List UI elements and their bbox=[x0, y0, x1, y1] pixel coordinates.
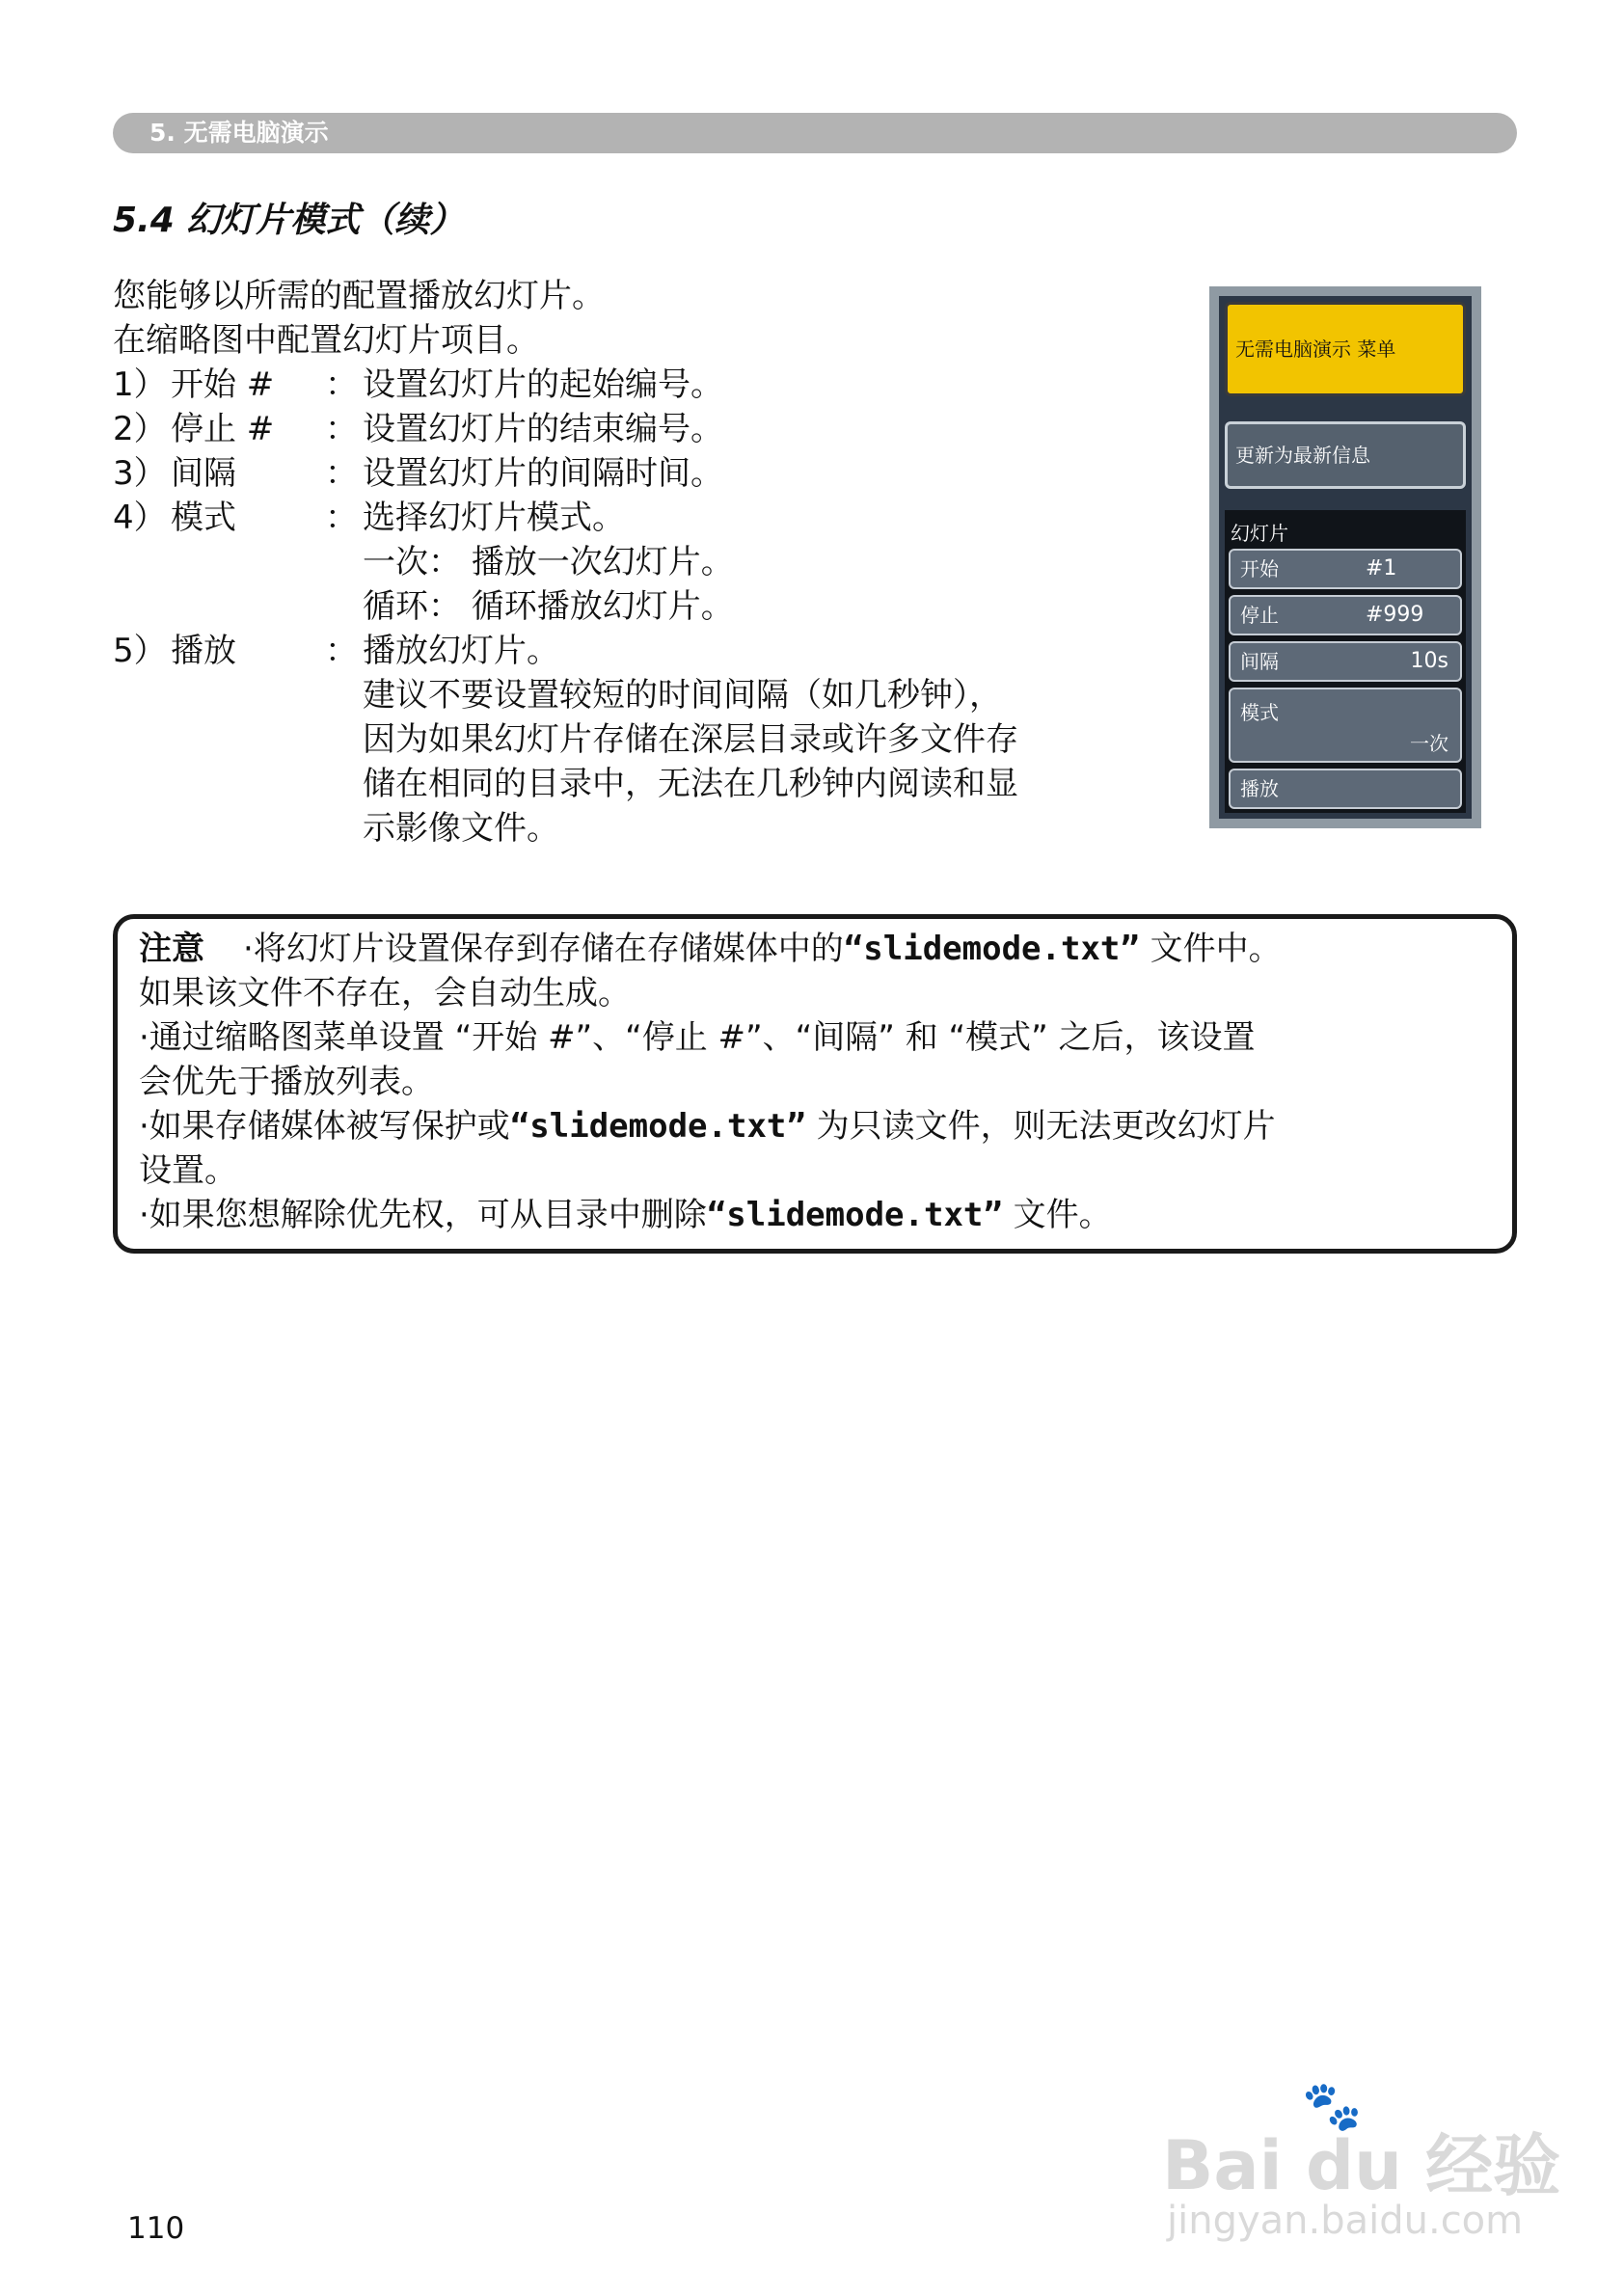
intro-line: 在缩略图中配置幻灯片项目。 bbox=[113, 321, 539, 360]
item-colon: ： bbox=[325, 454, 358, 493]
list-item bbox=[113, 407, 1018, 451]
item-desc: 设置幻灯片的结束编号。 bbox=[363, 410, 723, 448]
osd-update-label: 更新为最新信息 bbox=[1235, 444, 1370, 467]
osd-slideshow-group bbox=[1225, 510, 1466, 813]
osd-start-label: 开始 bbox=[1240, 557, 1279, 580]
item-number: 2） bbox=[113, 410, 167, 448]
osd-mode-label: 模式 bbox=[1240, 701, 1279, 724]
osd-interval-value: 10s bbox=[1410, 649, 1448, 673]
note-label: 注意 bbox=[139, 930, 204, 968]
watermark-site: jingyan.baidu.com bbox=[1167, 2199, 1524, 2243]
note-text: ·如果您想解除优先权，可从目录中删除 bbox=[139, 1196, 707, 1234]
item-number: 1） bbox=[113, 365, 167, 404]
note-line bbox=[139, 927, 1491, 971]
note-text: 为只读文件，则无法更改幻灯片 bbox=[805, 1107, 1276, 1146]
item-colon: ： bbox=[325, 365, 358, 404]
osd-play-label: 播放 bbox=[1240, 777, 1279, 800]
osd-stop-value: #999 bbox=[1366, 603, 1424, 627]
item-desc: 选择幻灯片模式。 bbox=[363, 499, 625, 537]
note-text: ·将幻灯片设置保存到存储在存储媒体中的 bbox=[243, 930, 844, 968]
page-number: 110 bbox=[127, 2211, 185, 2246]
note-text: ·如果存储媒体被写保护或 bbox=[139, 1107, 510, 1146]
list-item bbox=[113, 629, 1018, 850]
filename-keyword: “slidemode.txt” bbox=[843, 930, 1140, 968]
intro-text bbox=[113, 274, 605, 363]
note-text: 文件。 bbox=[1002, 1196, 1112, 1234]
item-desc: 循环： 循环播放幻灯片。 bbox=[363, 587, 734, 626]
item-desc: 建议不要设置较短的时间间隔（如几秒钟）， bbox=[363, 676, 1002, 715]
item-colon: ： bbox=[325, 410, 358, 448]
osd-interval-item[interactable] bbox=[1229, 641, 1462, 682]
item-desc: 因为如果幻灯片存储在深层目录或许多文件存 bbox=[363, 720, 1018, 759]
section-header-bar bbox=[113, 113, 1517, 153]
osd-mode-value: 一次 bbox=[1410, 732, 1448, 755]
list-item bbox=[113, 363, 1018, 407]
osd-start-value: #1 bbox=[1366, 556, 1397, 580]
filename-keyword: “slidemode.txt” bbox=[509, 1107, 806, 1146]
osd-start-item[interactable] bbox=[1229, 549, 1462, 589]
intro-line: 您能够以所需的配置播放幻灯片。 bbox=[113, 277, 605, 315]
osd-stop-item[interactable] bbox=[1229, 595, 1462, 635]
osd-update-button[interactable] bbox=[1225, 421, 1466, 489]
item-number: 3） bbox=[113, 454, 167, 493]
note-box bbox=[113, 914, 1517, 1254]
item-term: 开始 # bbox=[171, 365, 275, 404]
item-term: 播放 bbox=[171, 632, 236, 670]
list-item bbox=[113, 496, 1018, 629]
osd-menu-screenshot bbox=[1209, 286, 1481, 828]
item-desc: 示影像文件。 bbox=[363, 809, 559, 848]
list-item bbox=[113, 451, 1018, 496]
watermark-logo: Bai du 经验 bbox=[1162, 2126, 1561, 2205]
note-line: 设置。 bbox=[139, 1151, 237, 1190]
paw-icon: 🐾 bbox=[1302, 2078, 1363, 2134]
item-desc: 播放幻灯片。 bbox=[363, 632, 559, 670]
item-number: 4） bbox=[113, 499, 167, 537]
note-line: ·通过缩略图菜单设置 “开始 #”、“停止 #”、“间隔” 和 “模式” 之后，该设置 bbox=[139, 1018, 1256, 1057]
item-desc: 设置幻灯片的间隔时间。 bbox=[363, 454, 723, 493]
osd-main-menu-button[interactable] bbox=[1225, 302, 1466, 396]
note-line: 会优先于播放列表。 bbox=[139, 1063, 434, 1101]
section-title: 5. 无需电脑演示 bbox=[149, 119, 329, 147]
page-title: 5.4 幻灯片模式（续） bbox=[113, 201, 465, 240]
note-line bbox=[139, 1104, 1491, 1148]
note-line: 如果该文件不存在，会自动生成。 bbox=[139, 974, 631, 1012]
osd-play-item[interactable] bbox=[1229, 769, 1462, 809]
item-term: 间隔 bbox=[171, 454, 236, 493]
item-term: 停止 # bbox=[171, 410, 275, 448]
item-number: 5） bbox=[113, 632, 167, 670]
item-colon: ： bbox=[325, 499, 358, 537]
item-term: 模式 bbox=[171, 499, 236, 537]
item-desc: 储在相同的目录中，无法在几秒钟内阅读和显 bbox=[363, 765, 1018, 803]
note-line bbox=[139, 1193, 1491, 1237]
item-desc: 设置幻灯片的起始编号。 bbox=[363, 365, 723, 404]
osd-mode-item[interactable] bbox=[1229, 688, 1462, 763]
filename-keyword: “slidemode.txt” bbox=[706, 1196, 1003, 1234]
item-colon: ： bbox=[325, 632, 358, 670]
item-list bbox=[113, 363, 1018, 850]
osd-interval-label: 间隔 bbox=[1240, 650, 1279, 673]
osd-main-menu-label: 无需电脑演示 菜单 bbox=[1235, 338, 1396, 361]
item-desc: 一次： 播放一次幻灯片。 bbox=[363, 543, 734, 581]
osd-group-title: 幻灯片 bbox=[1231, 522, 1288, 545]
note-text: 文件中。 bbox=[1139, 930, 1282, 968]
osd-stop-label: 停止 bbox=[1240, 604, 1279, 627]
